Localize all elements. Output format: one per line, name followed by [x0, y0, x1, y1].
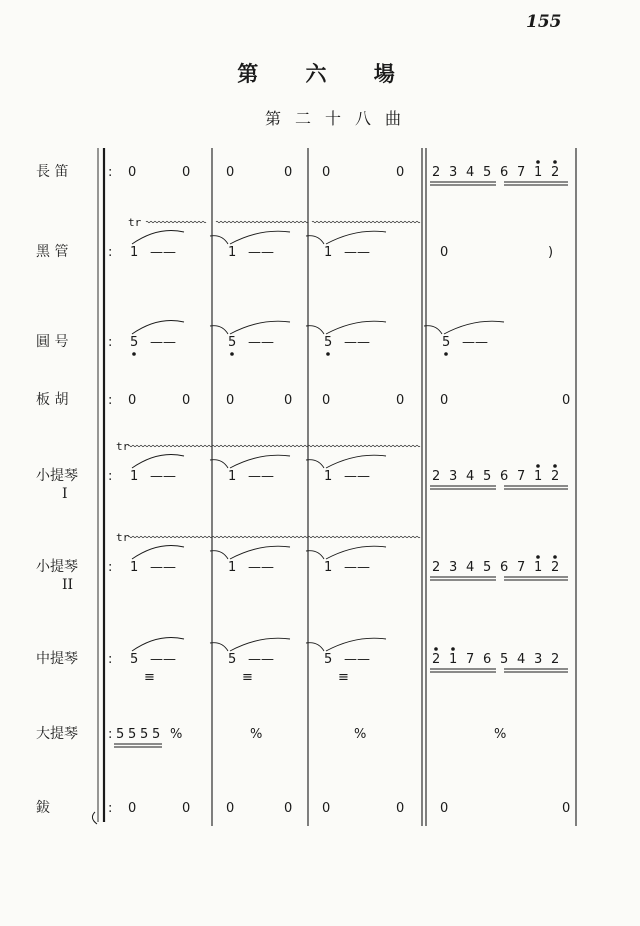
cymbal-rest: 0: [396, 801, 405, 816]
piece-title: 第二十八曲: [264, 109, 415, 128]
clarinet-note: 1: [228, 245, 237, 260]
flute-run-note: 7: [517, 165, 526, 180]
horn-tie: [326, 321, 386, 334]
trill-line: [128, 445, 420, 447]
flute-rest: 0: [284, 165, 293, 180]
repeat-sign: :: [108, 165, 113, 180]
violin2-run-note: 1: [534, 560, 543, 575]
violin2-tie-end: [306, 551, 324, 559]
flute-run-note: 1: [534, 165, 543, 180]
horn-octave-dot: [230, 352, 234, 356]
horn-tie: [132, 321, 184, 335]
violin1-sustain: ——: [248, 469, 274, 484]
viola-tie: [230, 638, 290, 651]
flute-octave-dot: [536, 160, 540, 164]
instrument-violin2: 小提琴: [36, 559, 78, 575]
trill-mark: tr: [116, 531, 130, 544]
viola-octave-dot: [451, 647, 455, 651]
viola-run-note: 4: [517, 652, 526, 667]
trill-mark: tr: [116, 440, 130, 453]
viola-run-note: 7: [466, 652, 475, 667]
instrument-horn: 圓 号: [36, 334, 69, 350]
banhu-rest: 0: [440, 393, 449, 408]
flute-run-note: 4: [466, 165, 475, 180]
banhu-rest: 0: [226, 393, 235, 408]
violin2-tie: [132, 546, 184, 560]
viola-tremolo-mark: ≡: [242, 670, 253, 685]
violin2-run-note: 5: [483, 560, 492, 575]
violin1-note: 1: [228, 469, 237, 484]
banhu-rest: 0: [284, 393, 293, 408]
viola-tie: [132, 638, 184, 652]
clarinet-sustain: ——: [344, 245, 370, 260]
horn-tie-end: [306, 326, 324, 334]
scene-title: 第 六 場: [237, 61, 415, 86]
trill-mark: tr: [128, 216, 142, 229]
cymbal-rest: 0: [226, 801, 235, 816]
horn-note: 5: [324, 335, 333, 350]
cymbal-rest: 0: [128, 801, 137, 816]
trill-line: [312, 221, 420, 223]
violin2-run-note: 3: [449, 560, 458, 575]
horn-sustain: ——: [150, 335, 176, 350]
violin2-run-note: 2: [432, 560, 441, 575]
violin1-run-note: 6: [500, 469, 509, 484]
cello-note: 5: [152, 727, 161, 742]
repeat-sign: :: [108, 727, 113, 742]
violin1-run-note: 3: [449, 469, 458, 484]
violin2-sustain: ——: [344, 560, 370, 575]
repeat-sign: :: [108, 335, 113, 350]
horn-tie-end: [424, 326, 442, 334]
trill-line: [128, 536, 420, 538]
violin2-run-note: 2: [551, 560, 560, 575]
viola-run-note: 6: [483, 652, 492, 667]
bracket-curl: [92, 812, 97, 824]
clarinet-tie-end: [210, 236, 228, 244]
horn-tie-end: [210, 326, 228, 334]
violin1-tie-end: [210, 460, 228, 468]
instrument-violin1: 小提琴: [36, 468, 78, 484]
instrument-cello: 大提琴: [36, 726, 78, 742]
clarinet-tie: [326, 231, 386, 244]
cello-measure-repeat: %: [494, 727, 507, 742]
banhu-rest: 0: [562, 393, 571, 408]
viola-tie-end: [306, 643, 324, 651]
banhu-rest: 0: [322, 393, 331, 408]
violin1-tie: [326, 455, 386, 468]
horn-octave-dot: [326, 352, 330, 356]
banhu-rest: 0: [396, 393, 405, 408]
clarinet-tie: [230, 231, 290, 244]
repeat-sign: :: [108, 393, 113, 408]
horn-octave-dot: [132, 352, 136, 356]
violin1-run-note: 2: [551, 469, 560, 484]
cymbal-rest: 0: [562, 801, 571, 816]
repeat-sign: :: [108, 245, 113, 260]
violin2-tie: [230, 546, 290, 559]
violin2-octave-dot: [553, 555, 557, 559]
instrument-banhu: 板 胡: [36, 392, 69, 408]
viola-run-note: 2: [432, 652, 441, 667]
cymbal-rest: 0: [182, 801, 191, 816]
flute-rest: 0: [396, 165, 405, 180]
flute-run-note: 3: [449, 165, 458, 180]
viola-run-note: 1: [449, 652, 458, 667]
flute-run-note: 2: [432, 165, 441, 180]
violin1-tie-end: [306, 460, 324, 468]
clarinet-tie: [132, 231, 184, 245]
clarinet-sustain: ——: [248, 245, 274, 260]
cello-measure-repeat: %: [354, 727, 367, 742]
banhu-rest: 0: [182, 393, 191, 408]
horn-note: 5: [442, 335, 451, 350]
cello-note: 5: [116, 727, 125, 742]
clarinet-sustain: ——: [150, 245, 176, 260]
flute-rest: 0: [226, 165, 235, 180]
violin2-tie: [326, 546, 386, 559]
violin1-tie: [230, 455, 290, 468]
flute-run-note: 2: [551, 165, 560, 180]
repeat-sign: :: [108, 560, 113, 575]
clarinet-tie-end: [306, 236, 324, 244]
clarinet-note: 1: [324, 245, 333, 260]
flute-rest: 0: [182, 165, 191, 180]
cymbal-rest: 0: [284, 801, 293, 816]
violin2-sustain: ——: [150, 560, 176, 575]
violin1-run-note: 2: [432, 469, 441, 484]
viola-note: 5: [130, 652, 139, 667]
violin2-octave-dot: [536, 555, 540, 559]
violin1-sustain: ——: [344, 469, 370, 484]
repeat-sign: :: [108, 652, 113, 667]
clarinet-rest: 0: [440, 245, 449, 260]
flute-run-note: 6: [500, 165, 509, 180]
instrument-violin2-numeral: II: [62, 577, 74, 593]
trill-line: [216, 221, 308, 223]
flute-run-note: 5: [483, 165, 492, 180]
flute-rest: 0: [322, 165, 331, 180]
viola-sustain: ——: [248, 652, 274, 667]
violin2-run-note: 6: [500, 560, 509, 575]
trill-line: [146, 221, 206, 223]
horn-octave-dot: [444, 352, 448, 356]
violin1-sustain: ——: [150, 469, 176, 484]
viola-tie: [326, 638, 386, 651]
repeat-sign: :: [108, 469, 113, 484]
violin1-octave-dot: [553, 464, 557, 468]
clarinet-note: 1: [130, 245, 139, 260]
viola-sustain: ——: [344, 652, 370, 667]
viola-tremolo-mark: ≡: [338, 670, 349, 685]
horn-note: 5: [228, 335, 237, 350]
cello-note: 5: [128, 727, 137, 742]
page-number: 155: [526, 12, 562, 32]
banhu-rest: 0: [128, 393, 137, 408]
viola-tie-end: [210, 643, 228, 651]
violin1-octave-dot: [536, 464, 540, 468]
violin1-run-note: 7: [517, 469, 526, 484]
violin1-run-note: 4: [466, 469, 475, 484]
viola-note: 5: [324, 652, 333, 667]
cello-repeat: %: [170, 727, 183, 742]
clarinet-breath: ): [548, 245, 554, 260]
violin2-sustain: ——: [248, 560, 274, 575]
violin1-tie: [132, 455, 184, 469]
flute-octave-dot: [553, 160, 557, 164]
horn-tie: [444, 321, 504, 334]
instrument-cymbal: 鈸: [36, 800, 56, 816]
instrument-viola: 中提琴: [36, 651, 78, 667]
violin1-run-note: 5: [483, 469, 492, 484]
repeat-sign: :: [108, 801, 113, 816]
viola-note: 5: [228, 652, 237, 667]
violin1-note: 1: [130, 469, 139, 484]
violin2-run-note: 4: [466, 560, 475, 575]
viola-sustain: ——: [150, 652, 176, 667]
cello-measure-repeat: %: [250, 727, 263, 742]
viola-octave-dot: [434, 647, 438, 651]
horn-sustain: ——: [344, 335, 370, 350]
viola-run-note: 2: [551, 652, 560, 667]
violin2-tie-end: [210, 551, 228, 559]
horn-tie: [230, 321, 290, 334]
violin1-run-note: 1: [534, 469, 543, 484]
horn-sustain: ——: [462, 335, 488, 350]
violin2-note: 1: [324, 560, 333, 575]
cymbal-rest: 0: [440, 801, 449, 816]
flute-rest: 0: [128, 165, 137, 180]
viola-run-note: 5: [500, 652, 509, 667]
instrument-clarinet: 黑 管: [36, 244, 69, 260]
viola-run-note: 3: [534, 652, 543, 667]
viola-tremolo-mark: ≡: [144, 670, 155, 685]
horn-sustain: ——: [248, 335, 274, 350]
violin2-note: 1: [228, 560, 237, 575]
cello-note: 5: [140, 727, 149, 742]
violin2-run-note: 7: [517, 560, 526, 575]
cymbal-rest: 0: [322, 801, 331, 816]
instrument-flute: 長 笛: [36, 164, 69, 180]
instrument-violin1-numeral: I: [62, 486, 68, 502]
violin2-note: 1: [130, 560, 139, 575]
violin1-note: 1: [324, 469, 333, 484]
horn-note: 5: [130, 335, 139, 350]
